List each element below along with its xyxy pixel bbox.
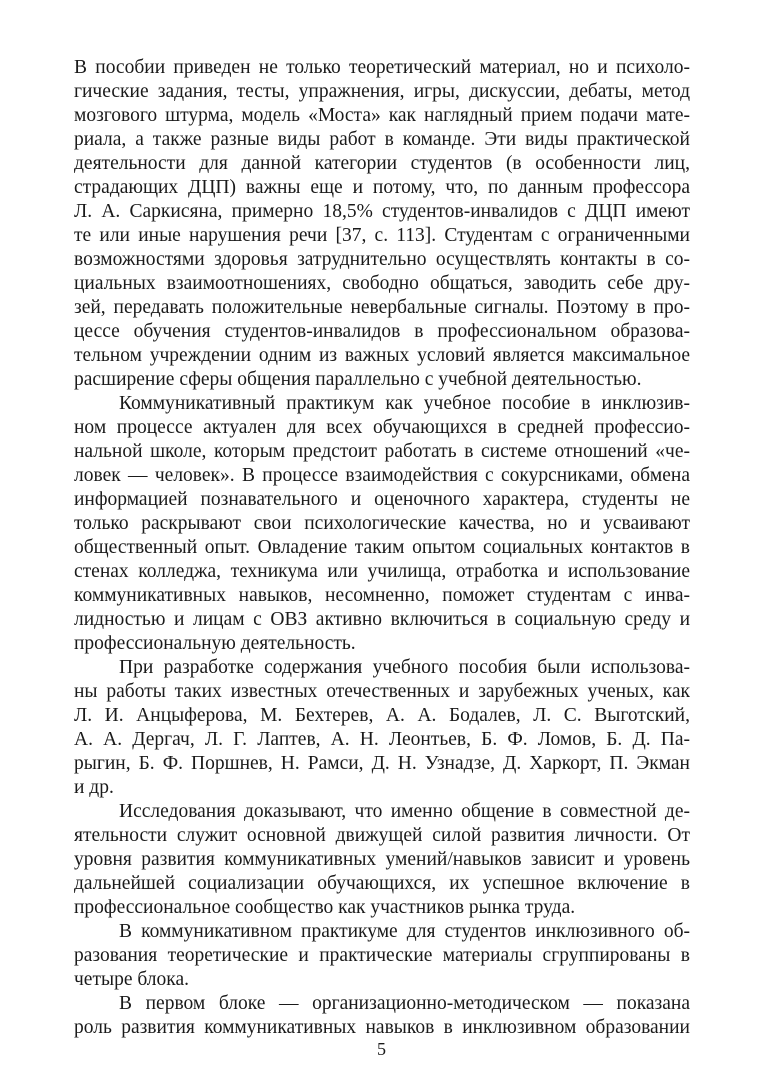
text-line: ловек — человек». В процессе взаимодействия с сокурсниками, обмена (74, 465, 690, 486)
text-line: цессе обучения студентов-инвалидов в профессиональном образова- (74, 321, 690, 342)
paragraph (74, 920, 690, 992)
text-line: стенах колледжа, техникума или училища, отработка и использование (74, 561, 690, 582)
text-line: циальных взаимоотношениях, свободно общаться, заводить себе дру- (74, 273, 690, 294)
text-line: деятельности для данной категории студентов (в особенности лиц, (74, 153, 690, 174)
text-line: гические задания, тесты, упражнения, игры, дискуссии, дебаты, метод (74, 81, 690, 102)
paragraph (74, 656, 690, 800)
paragraph (74, 992, 690, 1040)
page-number: 5 (377, 1039, 386, 1059)
text-line: мозгового штурма, модель «Моста» как наглядный прием подачи мате- (74, 105, 690, 126)
text-line: ятельности служит основной движущей силой развития личности. От (74, 825, 690, 846)
text-line: Л. А. Саркисяна, примерно 18,5% студентов-инвалидов с ДЦП имеют (74, 201, 690, 222)
text-line: В первом блоке — организационно-методическом — показана (119, 993, 690, 1014)
text-line: ны работы таких известных отечественных и зарубежных ученых, как (74, 681, 690, 702)
text-line: рыгин, Б. Ф. Поршнев, Н. Рамси, Д. Н. Узнадзе, Д. Харкорт, П. Экман (74, 753, 690, 774)
text-line: Коммуникативный практикум как учебное пособие в инклюзив- (119, 393, 690, 414)
text-line: тельном учреждении одним из важных условий является максимальное (74, 345, 690, 366)
text-line: ном процессе актуален для всех обучающихся в средней профессио- (74, 417, 690, 438)
paragraph (74, 800, 690, 920)
paragraph (74, 392, 690, 656)
text-line: профессиональную деятельность. (74, 633, 356, 654)
text-line: роль развития коммуникативных навыков в инклюзивном образовании (74, 1017, 690, 1038)
text-line: расширение сферы общения параллельно с учебной деятельностью. (74, 369, 642, 390)
text-line: разования теоретические и практические материалы сгруппированы в (74, 945, 690, 966)
text-line: зей, передавать положительные невербальные сигналы. Поэтому в про- (74, 297, 690, 318)
text-line: общественный опыт. Овладение таким опытом социальных контактов в (74, 537, 690, 558)
text-line: и др. (74, 777, 114, 798)
text-line: те или иные нарушения речи [37, с. 113]. Студентам с ограниченными (74, 225, 690, 246)
text-line: дальнейшей социализации обучающихся, их успешное включение в (74, 873, 690, 894)
text-line: нальной школе, которым предстоит работать в системе отношений «че- (74, 441, 690, 462)
text-line: При разработке содержания учебного пособия были использова- (119, 657, 690, 678)
text-line: профессиональное сообщество как участников рынка труда. (74, 897, 576, 918)
text-line: только раскрывают свои психологические качества, но и усваивают (74, 513, 690, 534)
text-line: возможностями здоровья затруднительно осуществлять контакты в со- (74, 249, 690, 270)
text-line: В коммуникативном практикуме для студентов инклюзивного об- (119, 921, 690, 942)
text-line: риала, а также разные виды работ в команде. Эти виды практической (74, 129, 690, 150)
paragraph (74, 56, 690, 392)
text-line: уровня развития коммуникативных умений/навыков зависит и уровень (74, 849, 690, 870)
text-line: коммуникативных навыков, несомненно, поможет студентам с инва- (74, 585, 690, 606)
text-line: Исследования доказывают, что именно общение в совместной де- (119, 801, 690, 822)
text-line: А. А. Дергач, Л. Г. Лаптев, А. Н. Леонтьев, Б. Ф. Ломов, Б. Д. Па- (74, 729, 690, 750)
body-text (74, 56, 690, 1040)
text-line: Л. И. Анцыферова, М. Бехтерев, А. А. Бодалев, Л. С. Выготский, (74, 705, 690, 726)
text-line: лидностью и лицам с ОВЗ активно включиться в социальную среду и (74, 609, 690, 630)
text-line: четыре блока. (74, 969, 189, 990)
text-line: страдающих ДЦП) важны еще и потому, что, по данным профессора (74, 177, 690, 198)
text-line: информацией познавательного и оценочного характера, студенты не (74, 489, 690, 510)
text-line: В пособии приведен не только теоретический материал, но и психоло- (74, 57, 690, 78)
